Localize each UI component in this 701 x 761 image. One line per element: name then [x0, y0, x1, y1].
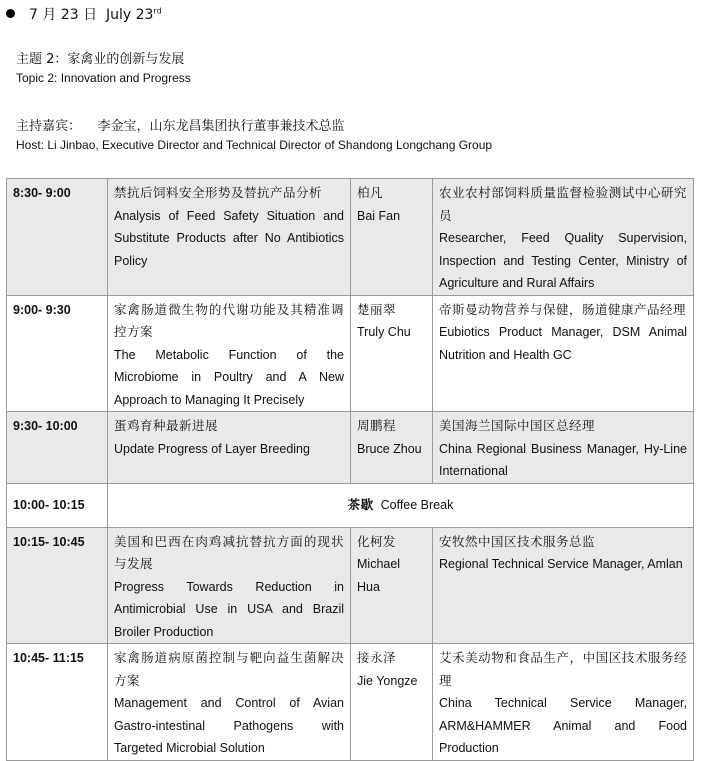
affiliation-en: Regional Technical Service Manager, Amlan — [439, 557, 683, 571]
speaker-cell — [351, 412, 433, 484]
table-row — [7, 179, 694, 296]
date-suffix: rd — [153, 6, 162, 16]
speaker-en: Truly Chu — [357, 325, 411, 339]
topic-zh: 主题 2：家禽业的创新与发展 — [16, 52, 185, 67]
host-name-zh: 李金宝，山东龙昌集团执行董事兼技术总监 — [97, 119, 345, 134]
affiliation-en: China Technical Service Manager, ARM&HAMMER Animal and Food Production — [439, 696, 687, 755]
affiliation-en: Researcher, Feed Quality Supervision, Inspection and Testing Center, Ministry of Agriculture and Rural Affairs — [439, 231, 687, 290]
affiliation-zh: 帝斯曼动物营养与保健，肠道健康产品经理 — [439, 301, 687, 317]
title-en: Progress Towards Reduction in Antimicrobial Use in USA and Brazil Broiler Production — [114, 579, 344, 639]
title-cell — [108, 527, 351, 644]
speaker-cell — [351, 295, 433, 412]
session-date — [6, 4, 162, 24]
topic-en: Topic 2: Innovation and Progress — [16, 71, 191, 85]
affiliation-cell — [433, 644, 694, 761]
time-cell: 8:30- 9:00 — [7, 179, 108, 296]
break-row — [7, 483, 694, 527]
table-row — [7, 527, 694, 644]
date-zh: 7 月 23 日 — [29, 7, 98, 23]
affiliation-zh: 农业农村部饲料质量监督检验测试中心研究员 — [439, 185, 687, 223]
host-label: 主持嘉宾： — [16, 119, 82, 134]
affiliation-cell — [433, 295, 694, 412]
title-zh: 蛋鸡育种最新进展 — [114, 418, 219, 433]
title-en: The Metabolic Function of the Microbiome in Poultry and A New Approach to Managing It Precisely — [114, 347, 344, 407]
speaker-zh: 接永泽 — [357, 650, 397, 665]
break-zh: 茶歇 — [347, 496, 374, 512]
affiliation-zh: 艾禾美动物和食品生产，中国区技术服务经理 — [439, 650, 687, 688]
affiliation-cell — [433, 527, 694, 644]
title-cell — [108, 295, 351, 412]
affiliation-zh: 安牧然中国区技术服务总监 — [439, 533, 596, 549]
title-en: Analysis of Feed Safety Situation and Substitute Products after No Antibiotics Policy — [114, 208, 344, 268]
table-row — [7, 644, 694, 761]
speaker-en: Bruce Zhou — [357, 441, 422, 456]
title-zh: 美国和巴西在肉鸡减抗替抗方面的现状与发展 — [114, 533, 344, 571]
table-row — [7, 412, 694, 484]
title-zh: 禁抗后饲料安全形势及替抗产品分析 — [114, 185, 323, 200]
title-en: Update Progress of Layer Breeding — [114, 441, 310, 456]
affiliation-en: Eubiotics Product Manager, DSM Animal Nutrition and Health GC — [439, 325, 687, 362]
time-cell: 10:45- 11:15 — [7, 644, 108, 761]
speaker-zh: 周鹏程 — [357, 418, 397, 433]
time-cell: 10:00- 10:15 — [7, 483, 108, 527]
table-row — [7, 295, 694, 412]
speaker-en: Bai Fan — [357, 208, 401, 223]
speaker-cell — [351, 644, 433, 761]
affiliation-en: China Regional Business Manager, Hy-Line International — [439, 441, 687, 478]
affiliation-cell — [433, 412, 694, 484]
host-en: Host: Li Jinbao, Executive Director and Technical Director of Shandong Longchang Group — [16, 138, 493, 152]
speaker-zh: 化柯发 — [357, 533, 397, 549]
title-en: Management and Control of Avian Gastro-intestinal Pathogens with Targeted Microbial Solution — [114, 696, 344, 755]
host-zh — [16, 115, 345, 134]
title-zh: 家禽肠道微生物的代谢功能及其精准调控方案 — [114, 301, 344, 339]
title-cell — [108, 179, 351, 296]
time-cell: 9:30- 10:00 — [7, 412, 108, 484]
speaker-cell — [351, 179, 433, 296]
break-cell — [108, 483, 694, 527]
title-cell — [108, 644, 351, 761]
title-cell — [108, 412, 351, 484]
bullet-icon — [6, 9, 15, 18]
affiliation-zh: 美国海兰国际中国区总经理 — [439, 418, 596, 433]
speaker-zh: 楚丽翠 — [357, 301, 397, 317]
title-zh: 家禽肠道病原菌控制与靶向益生菌解决方案 — [114, 650, 344, 688]
schedule-table — [6, 178, 694, 761]
speaker-en: Jie Yongze — [357, 673, 418, 688]
speaker-en: Michael Hua — [357, 557, 401, 594]
speaker-zh: 柏凡 — [357, 185, 384, 200]
date-en: July 23 — [105, 7, 154, 23]
affiliation-cell — [433, 179, 694, 296]
speaker-cell — [351, 527, 433, 644]
time-cell: 9:00- 9:30 — [7, 295, 108, 412]
time-cell: 10:15- 10:45 — [7, 527, 108, 644]
break-en: Coffee Break — [380, 497, 454, 512]
